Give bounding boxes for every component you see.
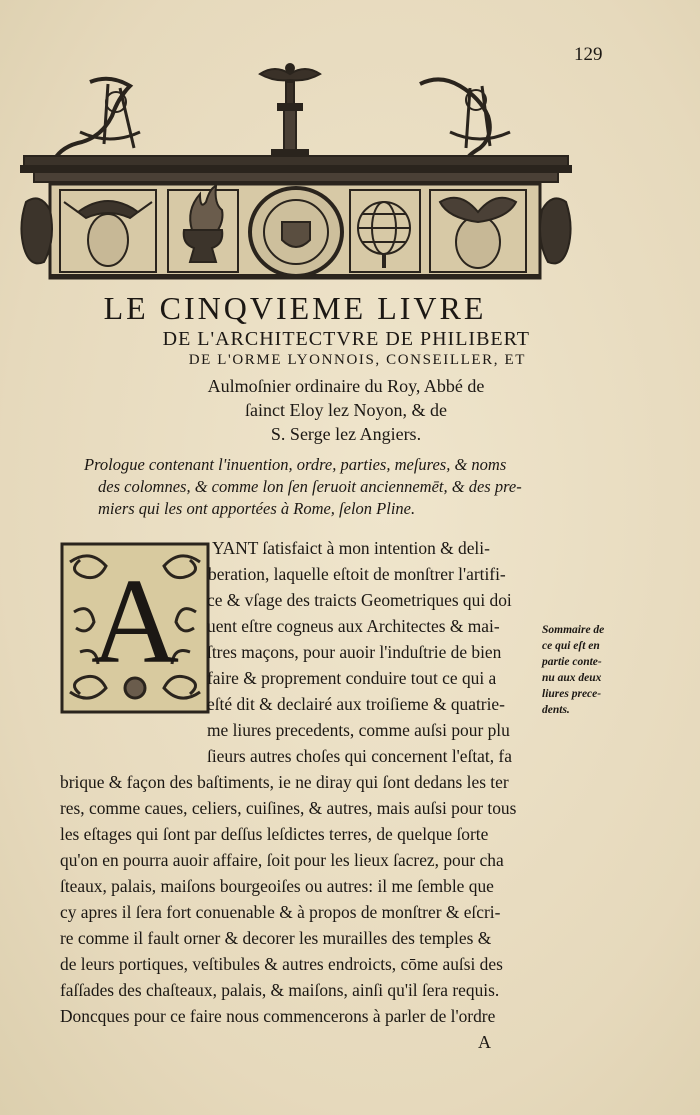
title-line: LE CINQVIEME LIVRE [103,290,487,326]
body-line: eſté dit & declairé aux troiſieme & quatrie- [207,694,505,714]
engraved-headpiece [20,62,572,284]
eagle-ornament [260,64,320,160]
title-line: ſainct Eloy lez Noyon, & de [245,400,447,420]
margin-note-line: nu aux deux [542,672,602,684]
body-line: beration, laquelle eſtoit de monſtrer l'artifi- [208,564,506,584]
body-line: brique & façon des baſtiments, ie ne diray qui ſont dedans les ter [60,772,509,792]
margin-note-line: partie conte- [542,656,602,668]
margin-note-line: dents. [542,704,570,716]
title-line: S. Serge lez Angiers. [270,424,422,444]
page-number: 129 [574,44,603,65]
body-line: uent eſtre cogneus aux Architectes & mai- [207,616,500,636]
title-line: DE L'ARCHITECTVRE DE PHILIBERT [162,328,530,350]
title-line: Aulmoſnier ordinaire du Roy, Abbé de [207,376,485,396]
prologue [84,454,544,520]
decorated-initial [60,542,210,714]
margin-note-line: ce qui eſt en [542,640,600,652]
body-line: ſtres maçons, pour auoir l'induſtrie de bien [207,642,502,662]
body-line: qu'on en pourra auoir affaire, ſoit pour les lieux ſacrez, pour cha [60,850,504,870]
body-line: ſieurs autres choſes qui concernent l'eſtat, fa [207,746,512,766]
body-line: YANT ſatisfaict à mon intention & deli- [212,538,490,558]
body-line: re comme il fault orner & decorer les murailles des temples & [60,928,492,948]
margin-note [542,622,604,718]
body-line: faſſades des chaſteaux, palais, & maiſons, ainſi qu'il ſera requis. [60,980,500,1000]
snake-ornament-left [54,79,140,160]
body-line: faire & proprement conduire tout ce qui a [207,668,497,688]
prologue-line: miers qui les ont apportées à Rome, ſelon Pline. [98,499,416,518]
body-line: me liures precedents, comme auſsi pour plu [207,720,510,740]
catchword: A [478,1032,491,1052]
body-line: cy apres il ſera fort conuenable & à propos de monſtrer & eſcri- [60,902,501,922]
body-line: de leurs portiques, veſtibules & autres endroicts, cōme auſsi des [60,954,503,974]
body-line: res, comme caues, celiers, cuiſines, & autres, mais auſsi pour tous [60,798,517,818]
body-line: ce & vſage des traicts Geometriques qui doi [207,590,512,610]
body-line: ſteaux, palais, maiſons bourgeoiſes ou autres: il me ſemble que [60,876,494,896]
title-line: DE L'ORME LYONNOIS, CONSEILLER, ET [188,352,526,368]
margin-note-line: liures prece- [542,688,602,700]
body-line: Doncques pour ce faire nous commencerons à parler de l'ordre [60,1006,496,1026]
initial-letter: A [90,554,180,689]
margin-note-line: Sommaire de [542,624,605,636]
body-line: les eſtages qui ſont par deſſus leſdictes terres, de quelque ſorte [60,824,489,844]
prologue-line: des colomnes, & comme lon ſen ſeruoit anciennemēt, & des pre- [98,477,522,496]
snake-ornament-right [420,79,510,164]
prologue-line: Prologue contenant l'inuention, ordre, parties, meſures, & noms [84,455,507,474]
